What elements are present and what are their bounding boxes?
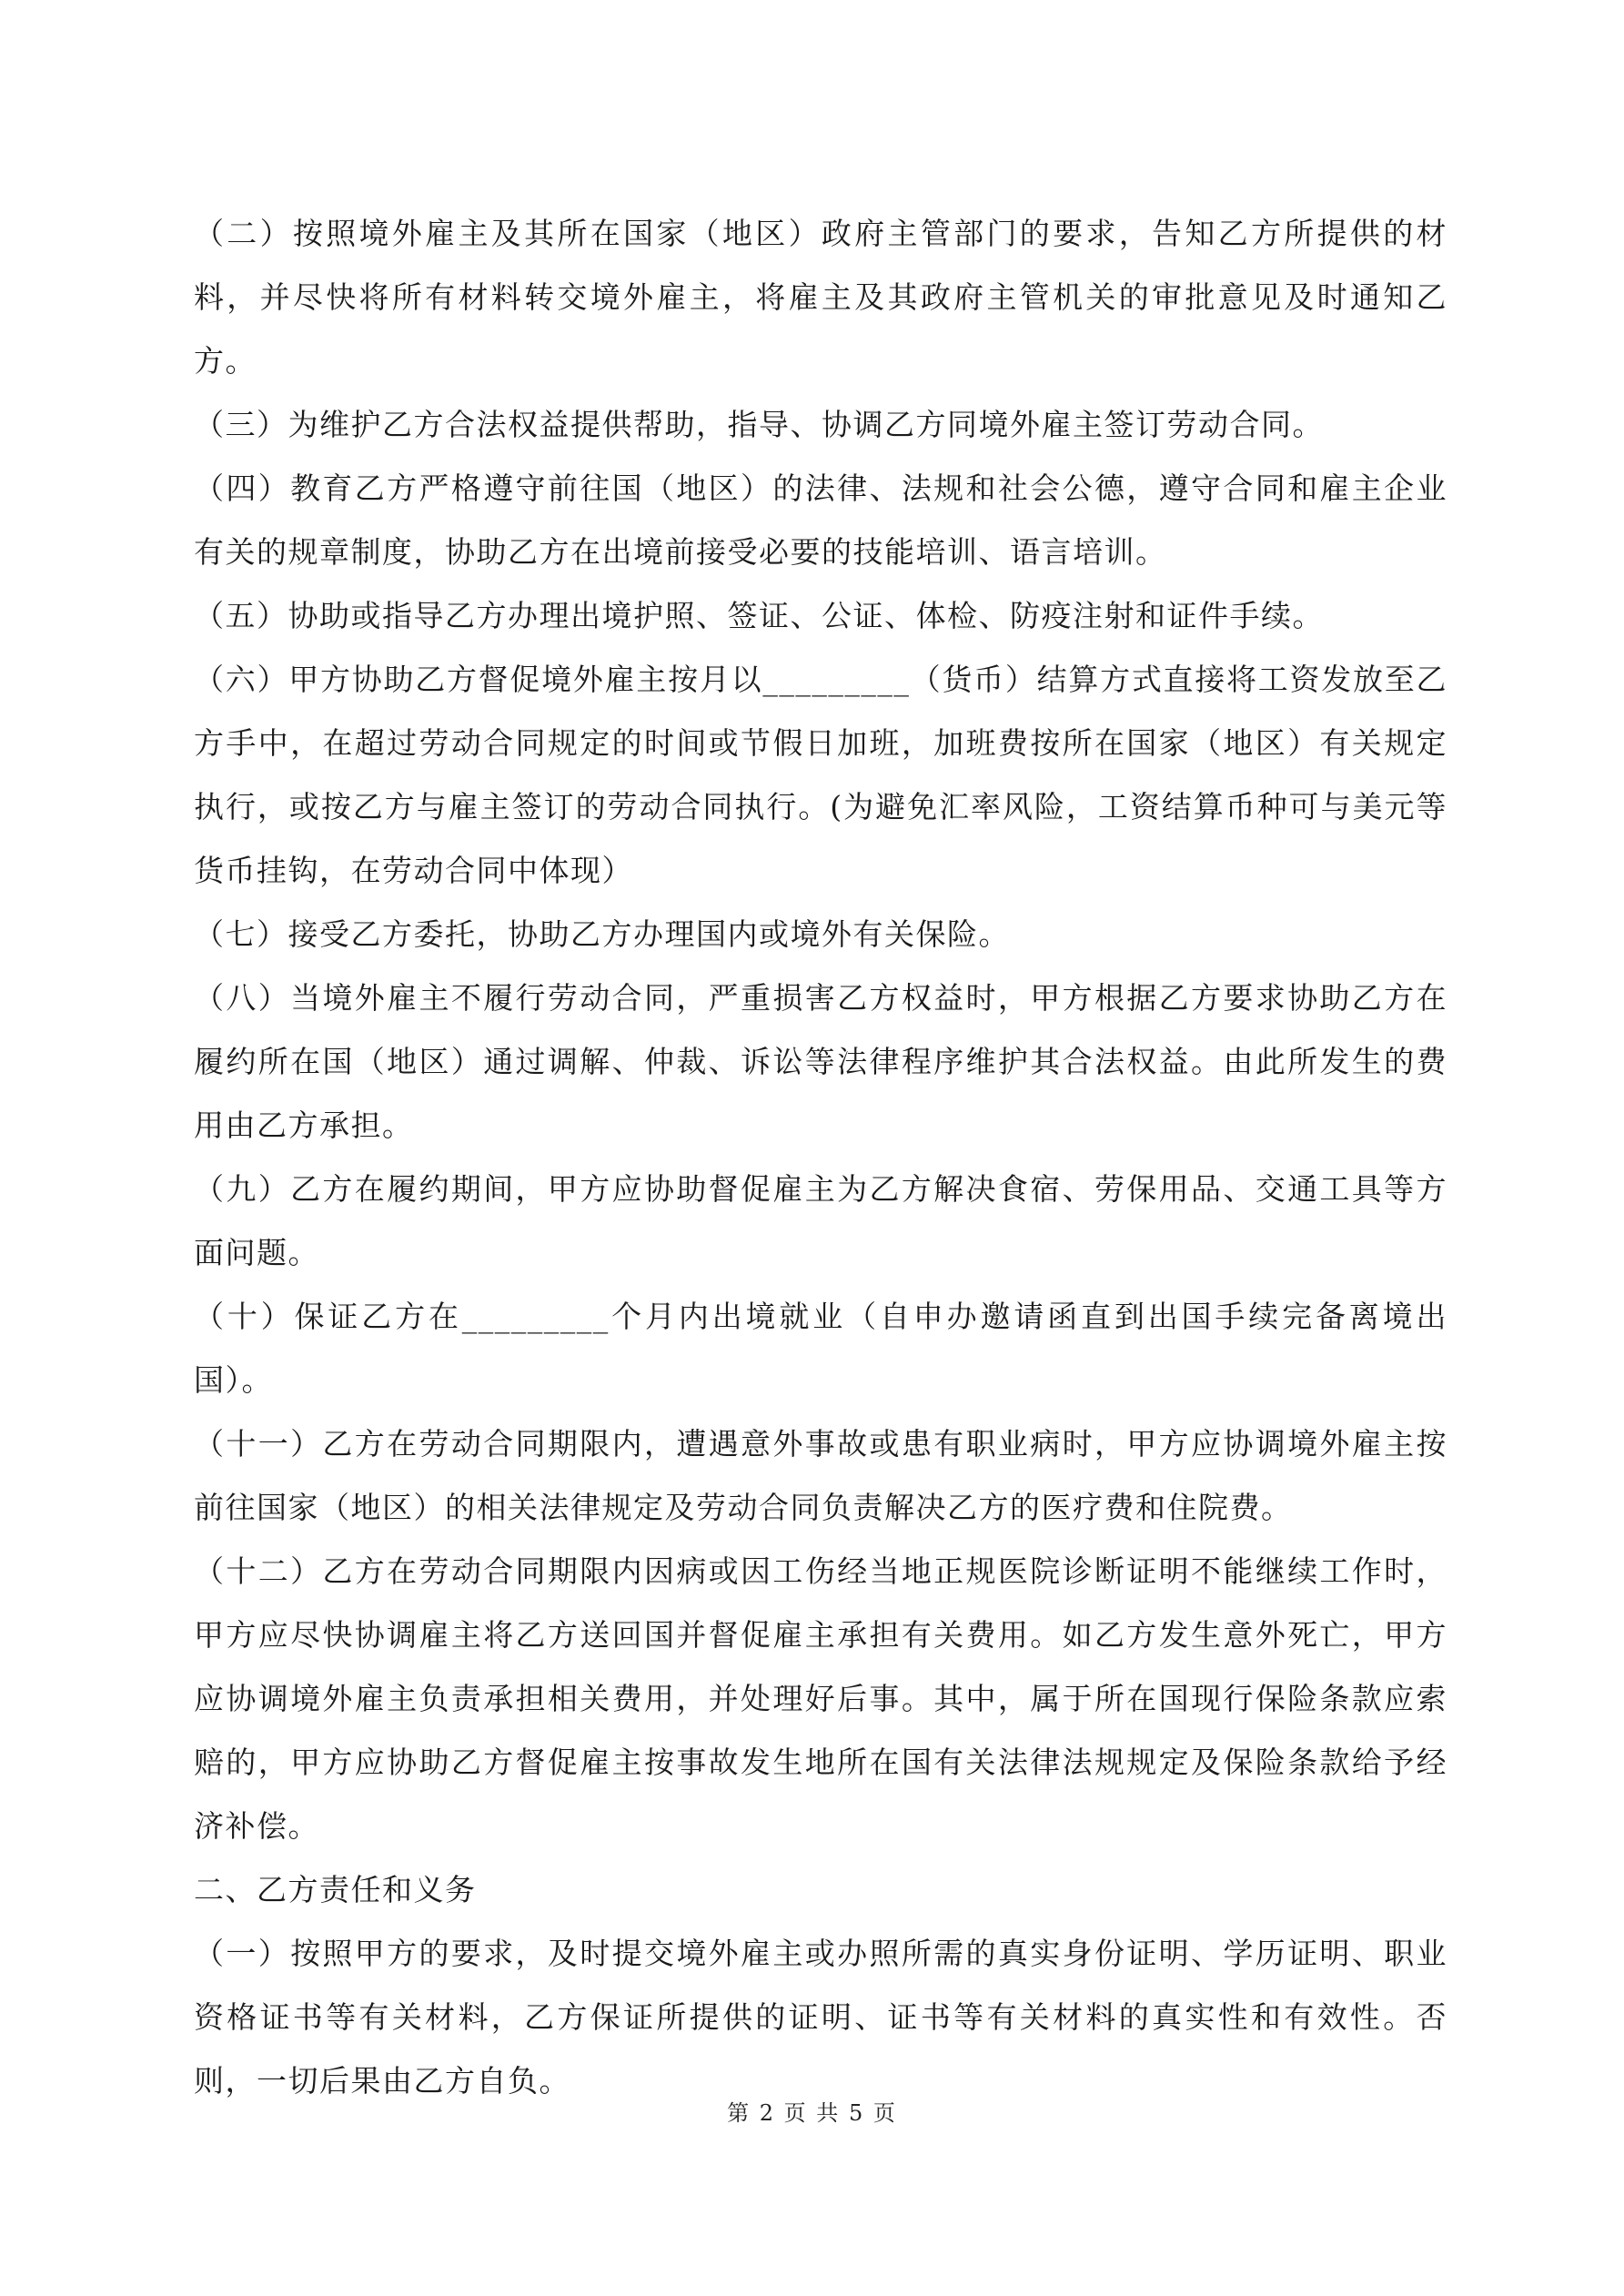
clause-8: （八）当境外雇主不履行劳动合同，严重损害乙方权益时，甲方根据乙方要求协助乙方在履约所在国（地区）通过调解、仲裁、诉讼等法律程序维护其合法权益。由此所发生的费用由乙方承担。 xyxy=(194,980,1447,1143)
clause-7: （七）接受乙方委托，协助乙方办理国内或境外有关保险。 xyxy=(194,916,1010,952)
clause-6: （六）甲方协助乙方督促境外雇主按月以_________（货币）结算方式直接将工资发放至乙方手中，在超过劳动合同规定的时间或节假日加班，加班费按所在国家（地区）有关规定执行，或按乙方与雇主签订的劳动合同执行。(为避免汇率风险，工资结算币种可与美元等货币挂钩，在劳动合同中体现） xyxy=(194,662,1447,888)
clause-12: （十二）乙方在劳动合同期限内因病或因工伤经当地正规医院诊断证明不能继续工作时，甲方应尽快协调雇主将乙方送回国并督促雇主承担有关费用。如乙方发生意外死亡，甲方应协调境外雇主负责承担相关费用，并处理好后事。其中，属于所在国现行保险条款应索赔的，甲方应协助乙方督促雇主按事故发生地所在国有关法律法规规定及保险条款给予经济补偿。 xyxy=(194,1553,1447,1844)
clause-10: （十）保证乙方在_________个月内出境就业（自申办邀请函直到出国手续完备离境出国）。 xyxy=(194,1299,1447,1398)
clause-2: （二）按照境外雇主及其所在国家（地区）政府主管部门的要求，告知乙方所提供的材料，并尽快将所有材料转交境外雇主，将雇主及其政府主管机关的审批意见及时通知乙方。 xyxy=(194,216,1447,379)
document-body xyxy=(194,202,1447,2113)
clause-11: （十一）乙方在劳动合同期限内，遭遇意外事故或患有职业病时，甲方应协调境外雇主按前往国家（地区）的相关法律规定及劳动合同负责解决乙方的医疗费和住院费。 xyxy=(194,1426,1447,1525)
clause-9: （九）乙方在履约期间，甲方应协助督促雇主为乙方解决食宿、劳保用品、交通工具等方面问题。 xyxy=(194,1171,1447,1270)
section-heading-party-b: 二、乙方责任和义务 xyxy=(194,1872,477,1907)
party-b-clause-1: （一）按照甲方的要求，及时提交境外雇主或办照所需的真实身份证明、学历证明、职业资格证书等有关材料，乙方保证所提供的证明、证书等有关材料的真实性和有效性。否则，一切后果由乙方自负。 xyxy=(194,1936,1447,2099)
clause-4: （四）教育乙方严格遵守前往国（地区）的法律、法规和社会公德，遵守合同和雇主企业有关的规章制度，协助乙方在出境前接受必要的技能培训、语言培训。 xyxy=(194,470,1447,570)
clause-5: （五）协助或指导乙方办理出境护照、签证、公证、体检、防疫注射和证件手续。 xyxy=(194,598,1324,633)
clause-3: （三）为维护乙方合法权益提供帮助，指导、协调乙方同境外雇主签订劳动合同。 xyxy=(194,407,1324,442)
page-number-footer: 第 2 页 共 5 页 xyxy=(727,2100,897,2126)
